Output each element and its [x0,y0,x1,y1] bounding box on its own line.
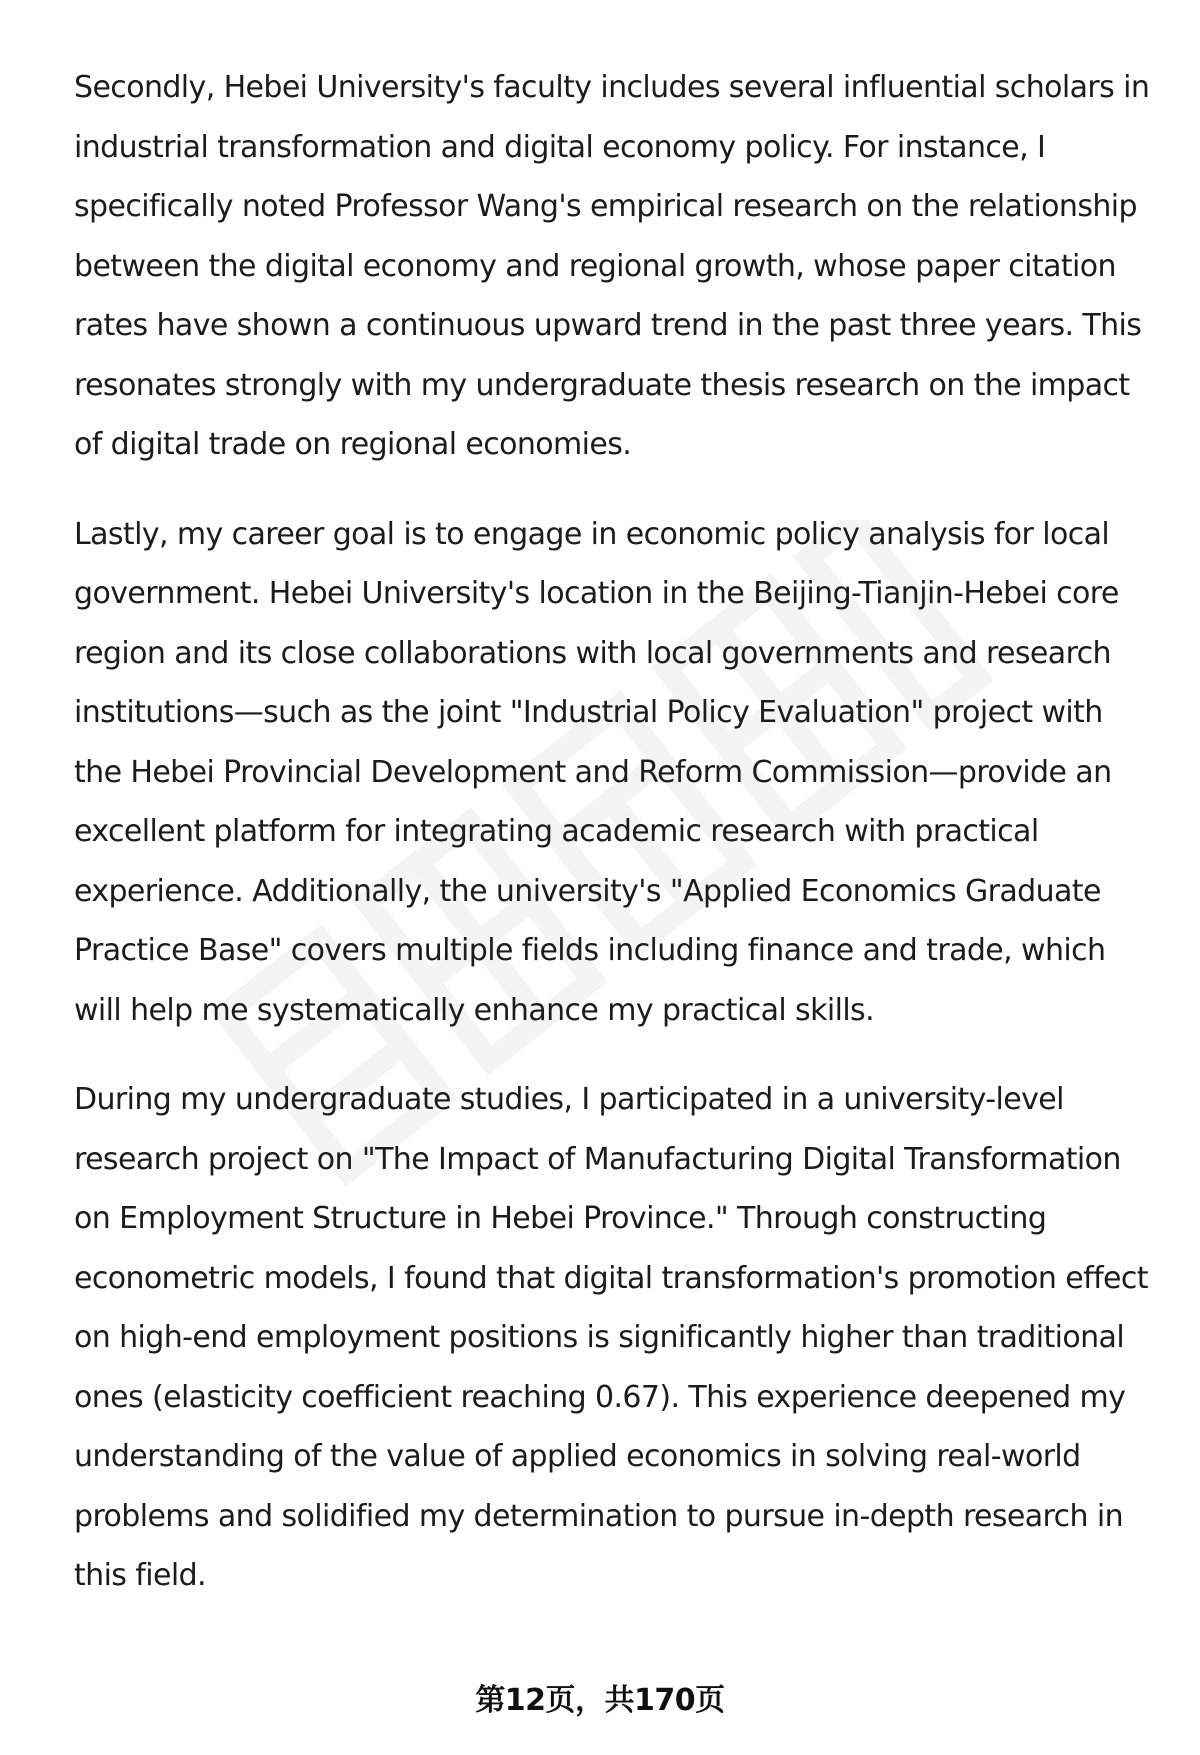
page-number-footer: 第12页，共170页 [475,1683,725,1718]
paragraph-career-goal: Lastly, my career goal is to engage in economic policy analysis for local government. Hebei University's location in the Beijing-Tianjin-Hebei core region and its close collaborations with local governments and research institutions—such as the joint "Industrial Policy Evaluation" project with the Hebei Provincial Development and Reform Commission—provide an excellent platform for integrating academic research with practical experience. Additionally, the university's "Applied Economics Graduate Practice Base" covers multiple fields including finance and trade, which will help me systematically enhance my practical skills. [74,516,1119,1028]
paragraph-faculty: Secondly, Hebei University's faculty includes several influential scholars in industrial transformation and digital economy policy. For instance, I specifically noted Professor Wang's empirical research on the relationship between the digital economy and regional growth, whose paper citation rates have shown a continuous upward trend in the past three years. This resonates strongly with my undergraduate thesis research on the impact of digital trade on regional economies. [74,70,1150,462]
paragraph-research-experience: During my undergraduate studies, I participated in a university-level research project on "The Impact of Manufacturing Digital Transformation on Employment Structure in Hebei Province." Through constructing econometric models, I found that digital transformation's promotion effect on high-end employment positions is significantly higher than traditional ones (elasticity coefficient reaching 0.67). This experience deepened my understanding of the value of applied economics in solving real-world problems and solidified my determination to pursue in-depth research in this field. [74,1082,1148,1593]
document-body [74,58,1156,1636]
